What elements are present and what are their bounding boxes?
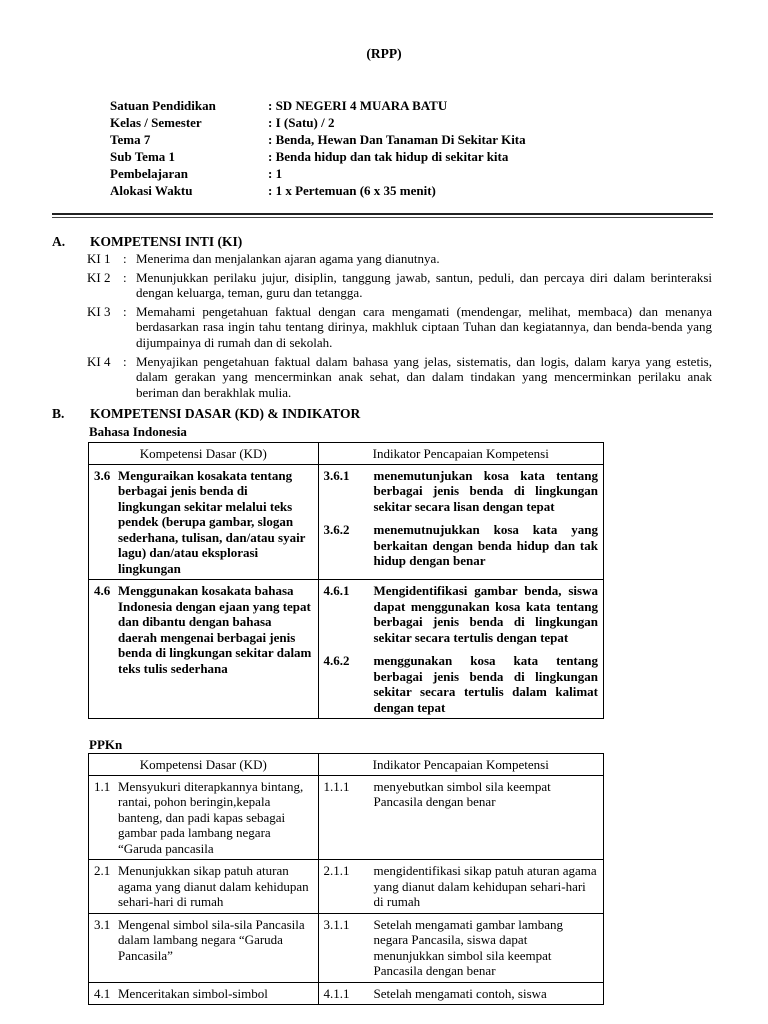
identity-label: Sub Tema 1 bbox=[110, 149, 176, 164]
section-b-heading bbox=[52, 406, 360, 422]
subject-bahasa-indonesia: Bahasa Indonesia bbox=[89, 424, 187, 439]
indicator-item bbox=[324, 468, 599, 515]
table-header-row bbox=[89, 754, 604, 776]
indicator-text: Setelah mengamati gambar lambang negara Pancasila, siswa dapat menunjukkan simbol sila keempat Pancasila dengan benar bbox=[373, 916, 564, 978]
identity-label: Pembelajaran bbox=[110, 166, 188, 181]
kd-number: 4.1 bbox=[94, 985, 111, 1001]
identity-block bbox=[110, 97, 526, 199]
ki-code: KI 2 bbox=[87, 269, 111, 285]
kd-number: 3.1 bbox=[94, 916, 111, 932]
identity-label: Kelas / Semester bbox=[110, 115, 202, 130]
identity-label: Satuan Pendidikan bbox=[110, 98, 216, 113]
indicator-number: 4.6.1 bbox=[323, 583, 350, 598]
ki-code: KI 4 bbox=[87, 353, 111, 369]
table-header-kd: Kompetensi Dasar (KD) bbox=[89, 443, 319, 465]
identity-value: : Benda hidup dan tak hidup di sekitar kita bbox=[268, 149, 509, 164]
indicator-text: menyebutkan simbol sila keempat Pancasila dengan benar bbox=[373, 778, 551, 809]
indicator-text: menemutnujukkan kosa kata yang berkaitan dengan benda hidup dan tak hidup dengan benar bbox=[373, 522, 598, 568]
ki-item: KI 3 : Memahami pengetahuan faktual dengan cara mengamati (mendengar, melihat, membaca) dan menanya berdasarkan rasa ingin tahu tentang dirinya, makhluk ciptaan Tuhan dan kegiatannya, dan benda-benda yang dijumpainya di rumah dan di sekolah. bbox=[87, 303, 712, 350]
table-row bbox=[89, 913, 604, 982]
section-letter: B. bbox=[52, 406, 65, 421]
ki-item: KI 2 : Menunjukkan perilaku jujur, disiplin, tanggung jawab, santun, peduli, dan percaya diri dalam berinteraksi dengan keluarga, teman, guru dan tetangga. bbox=[87, 269, 712, 301]
kd-text: Menceritakan simbol-simbol bbox=[118, 985, 268, 1001]
section-title: KOMPETENSI INTI (KI) bbox=[90, 234, 243, 249]
kd-text: Menunjukkan sikap patuh aturan agama yang dianut dalam kehidupan sehari-hari di rumah bbox=[118, 863, 309, 909]
ki-text: Menerima dan menjalankan ajaran agama yang dianutnya. bbox=[136, 251, 440, 266]
indicator-text: mengidentifikasi sikap patuh aturan agama yang dianut dalam kehidupan sehari-hari di rumah bbox=[373, 863, 597, 909]
identity-row bbox=[110, 131, 526, 148]
indicator-text: Setelah mengamati contoh, siswa bbox=[373, 985, 547, 1001]
table-header-indikator: Indikator Pencapaian Kompetensi bbox=[318, 443, 604, 465]
kd-text: Menguraikan kosakata tentang berbagai jenis benda di lingkungan sekitar melalui teks pendek (berupa gambar, slogan sederhana, tulisan, dan/atau syair lagu) dan/atau eksplorasi lingkungan bbox=[118, 467, 306, 576]
indicator-text: menemutunjukan kosa kata tentang berbagai jenis benda di lingkungan sekitar secara lisan dengan tepat bbox=[373, 467, 598, 514]
kd-number: 3.6 bbox=[94, 467, 111, 483]
table-header-row bbox=[89, 443, 604, 465]
ki-list bbox=[87, 251, 712, 403]
indicator-item bbox=[324, 779, 598, 810]
indicator-item bbox=[324, 583, 599, 645]
kd-text: Menggunakan kosakata bahasa Indonesia dengan ejaan yang tepat dan dibantu dengan bahasa daerah mengenai berbagai jenis benda di lingkungan sekitar dalam teks tulis sederhana bbox=[118, 583, 312, 676]
indicator-item bbox=[324, 917, 598, 979]
ppkn-kd-table bbox=[88, 753, 604, 1005]
identity-value: : SD NEGERI 4 MUARA BATU bbox=[268, 98, 448, 113]
indicator-number: 1.1.1 bbox=[323, 778, 350, 794]
kd-text: Mengenal simbol sila-sila Pancasila dalam lambang negara “Garuda Pancasila” bbox=[118, 916, 305, 963]
kd-number: 4.6 bbox=[94, 583, 111, 598]
ki-text: Menyajikan pengetahuan faktual dalam bahasa yang jelas, sistematis, dan logis, dalam karya yang estetis, dalam gerakan yang mencerminkan anak sehat, dan dalam tindakan yang mencerminkan perilaku anak beriman dan berakhlak mulia. bbox=[136, 353, 712, 400]
identity-row bbox=[110, 182, 526, 199]
ki-code: KI 3 bbox=[87, 303, 111, 319]
identity-row bbox=[110, 97, 526, 114]
kd-text: Mensyukuri diterapkannya bintang, rantai, pohon beringin,kepala banteng, dan padi kapas sebagai gambar pada lambang negara “Garuda pancasila bbox=[118, 778, 304, 856]
identity-row bbox=[110, 114, 526, 131]
table-row bbox=[89, 860, 604, 914]
header-divider-thick bbox=[52, 213, 713, 215]
indicator-text: Mengidentifikasi gambar benda, siswa dapat menggunakan kosa kata tentang berbagai jenis benda di lingkungan sekitar secara tertulis dengan tepat bbox=[373, 583, 598, 645]
kd-number: 2.1 bbox=[94, 863, 111, 878]
indicator-item bbox=[324, 863, 598, 910]
table-header-indikator: Indikator Pencapaian Kompetensi bbox=[318, 754, 603, 776]
indicator-item bbox=[324, 522, 599, 569]
section-title: KOMPETENSI DASAR (KD) & INDIKATOR bbox=[90, 406, 361, 421]
indicator-text: menggunakan kosa kata tentang berbagai jenis benda di lingkungan sekitar secara tertulis dalam kalimat dengan tepat bbox=[373, 653, 598, 715]
indicator-item bbox=[324, 986, 598, 1002]
identity-value: : I (Satu) / 2 bbox=[268, 115, 335, 130]
indicator-number: 4.6.2 bbox=[323, 653, 350, 668]
ki-item: KI 4 : Menyajikan pengetahuan faktual dalam bahasa yang jelas, sistematis, dan logis, dalam karya yang estetis, dalam gerakan yang mencerminkan anak sehat, dan dalam tindakan yang mencerminkan perilaku anak beriman dan berakhlak mulia. bbox=[87, 353, 712, 400]
indicator-number: 2.1.1 bbox=[323, 863, 350, 878]
identity-label: Alokasi Waktu bbox=[110, 183, 193, 198]
indicator-number: 3.6.1 bbox=[323, 467, 350, 483]
identity-row bbox=[110, 165, 526, 182]
table-row bbox=[89, 982, 604, 1005]
identity-row bbox=[110, 148, 526, 165]
table-row bbox=[89, 580, 604, 719]
bahasa-kd-table bbox=[88, 442, 604, 719]
table-row bbox=[89, 464, 604, 580]
indicator-number: 3.6.2 bbox=[323, 522, 350, 537]
identity-value: : 1 x Pertemuan (6 x 35 menit) bbox=[268, 183, 436, 198]
ki-item: KI 1 : Menerima dan menjalankan ajaran agama yang dianutnya. bbox=[87, 251, 712, 267]
indicator-item bbox=[324, 653, 599, 715]
identity-value: : Benda, Hewan Dan Tanaman Di Sekitar Kita bbox=[268, 132, 526, 147]
identity-label: Tema 7 bbox=[110, 132, 151, 147]
indicator-number: 4.1.1 bbox=[323, 985, 350, 1001]
section-a-heading bbox=[52, 234, 242, 250]
identity-value: : 1 bbox=[268, 166, 283, 181]
table-header-kd: Kompetensi Dasar (KD) bbox=[89, 754, 319, 776]
ki-text: Menunjukkan perilaku jujur, disiplin, tanggung jawab, santun, peduli, dan percaya diri dalam berinteraksi dengan keluarga, teman, guru dan tetangga. bbox=[136, 269, 712, 301]
table-row bbox=[89, 775, 604, 860]
indicator-number: 3.1.1 bbox=[323, 916, 350, 932]
header-divider-thin bbox=[52, 217, 713, 218]
subject-ppkn: PPKn bbox=[89, 737, 123, 752]
document-title: (RPP) bbox=[366, 46, 402, 61]
kd-number: 1.1 bbox=[94, 778, 111, 794]
ki-code: KI 1 bbox=[87, 251, 111, 266]
ki-text: Memahami pengetahuan faktual dengan cara mengamati (mendengar, melihat, membaca) dan menanya berdasarkan rasa ingin tahu tentang dirinya, makhluk ciptaan Tuhan dan kegiatannya, dan benda-benda yang dijumpainya di rumah dan di sekolah. bbox=[136, 303, 712, 350]
section-letter: A. bbox=[52, 234, 66, 249]
